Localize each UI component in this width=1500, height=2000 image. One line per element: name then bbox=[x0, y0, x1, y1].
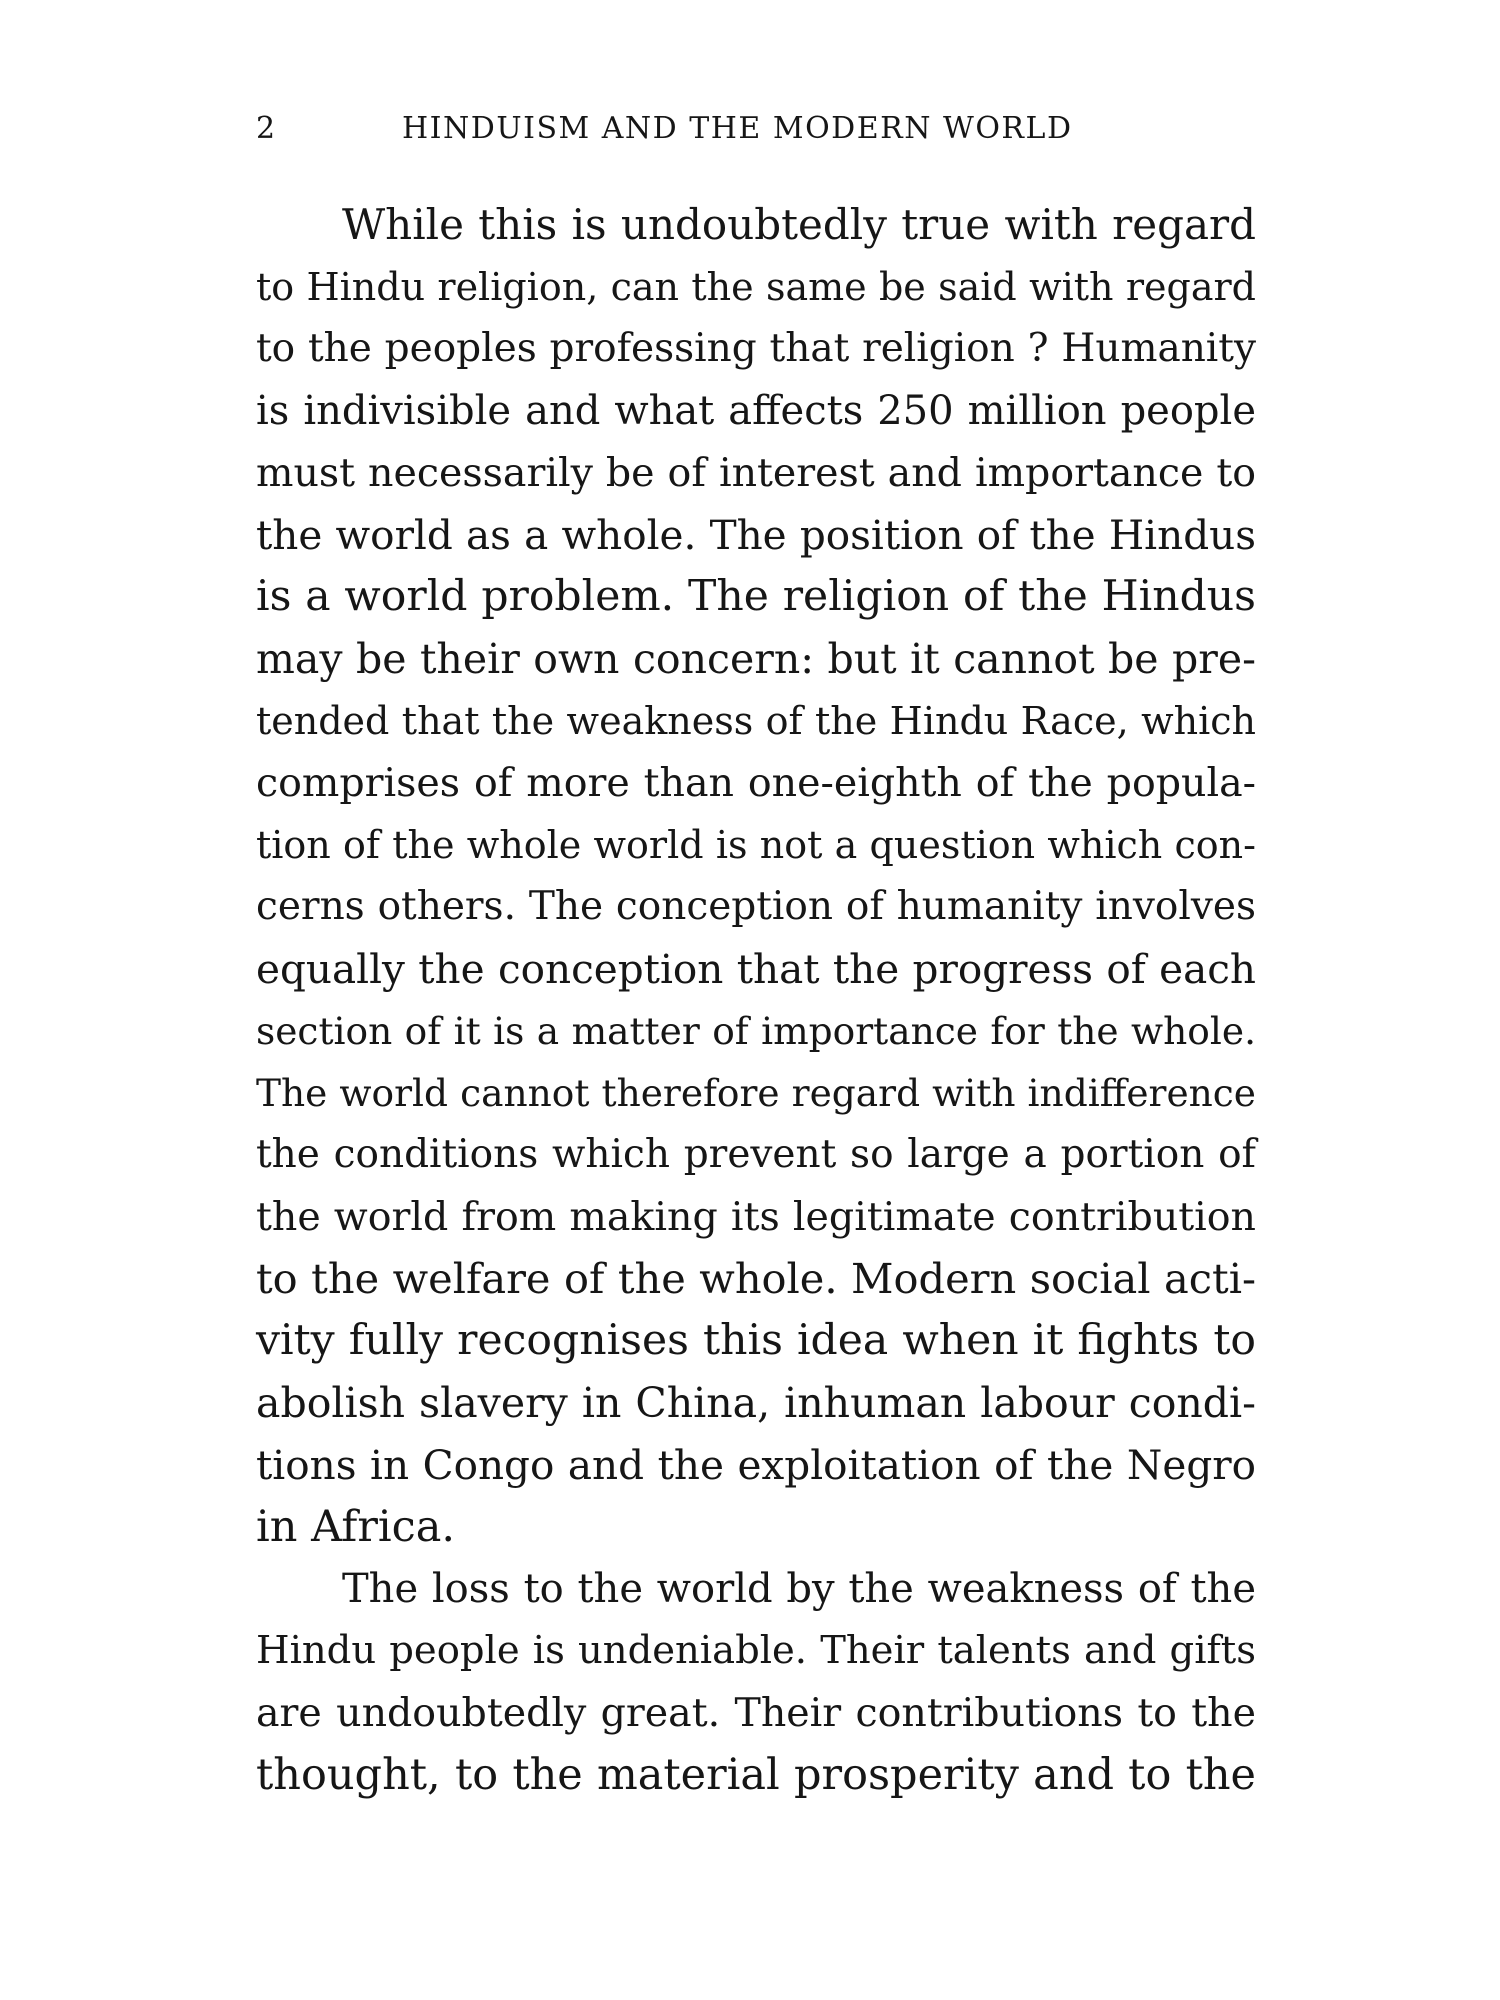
text-line: equally the conception that the progress of each bbox=[256, 945, 1256, 993]
text-line: is indivisible and what affects 250 million people bbox=[256, 388, 1256, 434]
text-line: thought, to the material prosperity and to the bbox=[256, 1750, 1256, 1800]
text-line: must necessarily be of interest and importance to bbox=[256, 450, 1256, 496]
text-line: tion of the whole world is not a question which con- bbox=[256, 823, 1256, 867]
text-line: abolish slavery in China, inhuman labour condi- bbox=[256, 1379, 1256, 1427]
page-number: 2 bbox=[256, 111, 277, 146]
running-head-title: HINDUISM AND THE MODERN WORLD bbox=[402, 111, 1073, 146]
running-head bbox=[256, 104, 1256, 154]
text-line: are undoubtedly great. Their contributions to the bbox=[256, 1690, 1256, 1736]
text-line: is a world problem. The religion of the Hindus bbox=[256, 572, 1256, 621]
text-line: vity fully recognises this idea when it fights to bbox=[256, 1316, 1256, 1365]
text-line: section of it is a matter of importance for the whole. bbox=[256, 1009, 1256, 1053]
text-line: tended that the weakness of the Hindu Race, which bbox=[256, 699, 1256, 743]
text-line: the conditions which prevent so large a portion of bbox=[256, 1132, 1256, 1177]
text-line: comprises of more than one-eighth of the popula- bbox=[256, 760, 1256, 806]
text-line: The world cannot therefore regard with indifference bbox=[256, 1071, 1256, 1115]
text-line: The loss to the world by the weakness of the bbox=[342, 1566, 1256, 1612]
text-line: the world from making its legitimate contribution bbox=[256, 1194, 1256, 1240]
text-line: to the peoples professing that religion ? Humanity bbox=[256, 326, 1256, 371]
text-line: the world as a whole. The position of the Hindus bbox=[256, 511, 1256, 559]
text-line: While this is undoubtedly true with regard bbox=[342, 200, 1256, 249]
text-line: cerns others. The conception of humanity involves bbox=[256, 884, 1256, 929]
text-line: Hindu people is undeniable. Their talents and gifts bbox=[256, 1628, 1256, 1673]
text-line: in Africa. bbox=[256, 1502, 456, 1552]
text-line: to Hindu religion, can the same be said with regard bbox=[256, 265, 1256, 309]
text-line: to the welfare of the whole. Modern social acti- bbox=[256, 1254, 1256, 1303]
text-line: may be their own concern: but it cannot be pre- bbox=[256, 635, 1256, 683]
text-line: tions in Congo and the exploitation of the Negro bbox=[256, 1441, 1256, 1489]
